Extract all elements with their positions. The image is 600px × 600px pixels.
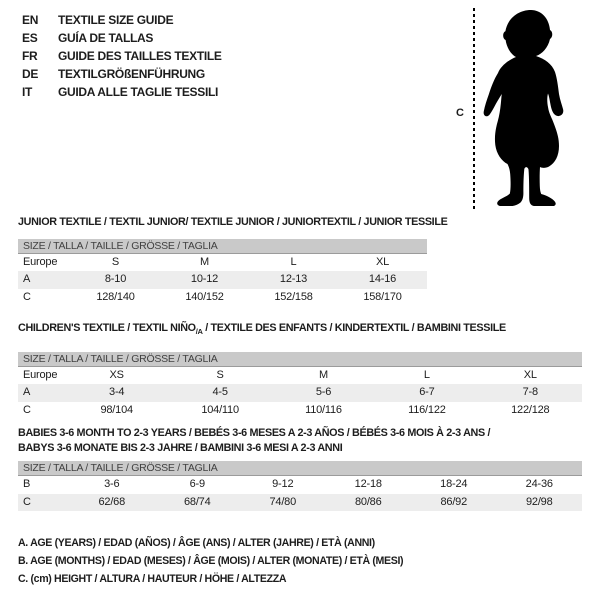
size-table-babies [18,426,582,511]
size-cell: 74/80 [269,495,297,508]
table-title-line: CHILDREN'S TEXTILE / TEXTIL $NIÑO_{/A}$ / TEXTILE DES ENFANTS / KINDERTEXTIL / BAMBINI TESSILE [18,322,506,337]
table-title [18,215,448,230]
table-row [18,476,582,494]
size-cell: S [216,368,224,381]
size-cell: 92/98 [525,495,553,508]
language-code: DE [22,67,39,81]
row-label: C [23,290,31,303]
size-cell: XL [523,368,537,381]
table-header-row [18,254,427,272]
size-cell: 3-6 [104,478,120,490]
row-label: B [23,478,31,490]
size-cell: 10-12 [190,273,219,285]
size-cell: 24-36 [525,478,553,490]
size-cell: L [290,255,297,268]
size-cell: S [111,255,120,268]
language-row [22,29,222,47]
size-cell: 6-9 [189,478,205,490]
size-cell: 80/86 [354,495,382,508]
row-label: C [23,495,31,508]
size-cell: 98/104 [100,403,133,416]
size-cell: 14-16 [368,273,397,285]
baby-silhouette [481,6,571,206]
legend-note: C. (cm) HEIGHT / ALTURA / HAUTEUR / HÖHE / ALTEZZA [18,573,287,585]
size-header-bar: SIZE / TALLA / TAILLE / GRÖSSE / TAGLIA [18,352,582,367]
size-header-bar: SIZE / TALLA / TAILLE / GRÖSSE / TAGLIA [18,239,427,254]
table-row [18,384,582,402]
legend-note: B. AGE (MONTHS) / EDAD (MESES) / ÂGE (MOIS) / ALTER (MONATE) / ETÀ (MESI) [18,555,404,567]
row-label: Europe [23,255,58,268]
language-label: GUIDE DES TAILLES TEXTILE [58,49,222,63]
language-label: TEXTILGRÖßENFÜHRUNG [58,67,205,81]
row-label: A [23,386,31,399]
table-title-line: BABYS 3-6 MONATE BIS 2-3 JAHRE / BAMBINI 3-6 MESI A 2-3 ANNI [18,441,343,454]
size-cell: 9-12 [272,478,294,490]
size-cell: 12-13 [279,273,308,285]
height-measure-line [473,8,475,209]
language-label: GUÍA DE TALLAS [58,31,154,45]
size-table-children [18,321,582,419]
size-cell: XS [109,368,124,381]
size-cell: XL [375,255,390,268]
size-cell: 18-24 [440,478,468,490]
table-row [18,271,427,289]
legend-note: A. AGE (YEARS) / EDAD (AÑOS) / ÂGE (ANS) / ALTER (JAHRE) / ETÀ (ANNI) [18,537,375,549]
size-cell: L [423,368,430,381]
table-title [18,426,582,455]
table-header-row [18,367,582,385]
legend-notes [18,534,403,588]
table-title-subscript: /A [195,327,203,337]
size-cell: 3-4 [109,386,125,399]
language-row [22,47,222,65]
size-cell: 12-18 [354,478,382,490]
size-cell: M [319,368,328,381]
row-label: Europe [23,368,58,381]
size-cell: 68/74 [183,495,211,508]
size-cell: 116/122 [408,403,446,416]
table-title-line: JUNIOR TEXTILE / TEXTIL JUNIOR/ TEXTILE JUNIOR / JUNIORTEXTIL / JUNIOR TESSILE [18,216,448,228]
language-code: ES [22,31,38,45]
language-row [22,65,222,83]
size-cell: M [200,255,209,268]
height-label-c: C [456,107,464,119]
language-label: TEXTILE SIZE GUIDE [58,13,174,27]
language-code: FR [22,49,38,63]
language-code: IT [22,85,33,99]
size-cell: 110/116 [305,403,342,416]
language-label: GUIDA ALLE TAGLIE TESSILI [58,85,219,99]
size-cell: 158/170 [363,290,402,303]
language-row [22,11,222,29]
size-cell: 6-7 [419,386,435,399]
table-row [18,289,427,307]
row-label: A [23,273,31,285]
language-row [22,83,222,101]
language-code: EN [22,13,39,27]
size-cell: 86/92 [440,495,468,508]
size-cell: 122/128 [511,403,550,416]
size-cell: 8-10 [104,273,127,285]
language-list [22,11,222,101]
size-cell: 140/152 [185,290,224,303]
size-cell: 5-6 [315,386,332,399]
size-header-bar: SIZE / TALLA / TAILLE / GRÖSSE / TAGLIA [18,461,582,476]
size-cell: 4-5 [212,386,228,399]
size-cell: 7-8 [522,386,538,399]
table-title [18,321,582,340]
table-title-line: BABIES 3-6 MONTH TO 2-3 YEARS / BEBÉS 3-6 MESES A 2-3 AÑOS / BÉBÉS 3-6 MOIS À 2-3 ANS / [18,427,491,439]
size-cell: 104/110 [201,403,239,416]
size-cell: 152/158 [274,290,313,303]
row-label: C [23,403,31,416]
size-table-junior [18,215,448,306]
table-row [18,402,582,420]
size-cell: 128/140 [96,290,135,303]
size-cell: 62/68 [98,495,126,508]
table-row [18,494,582,512]
